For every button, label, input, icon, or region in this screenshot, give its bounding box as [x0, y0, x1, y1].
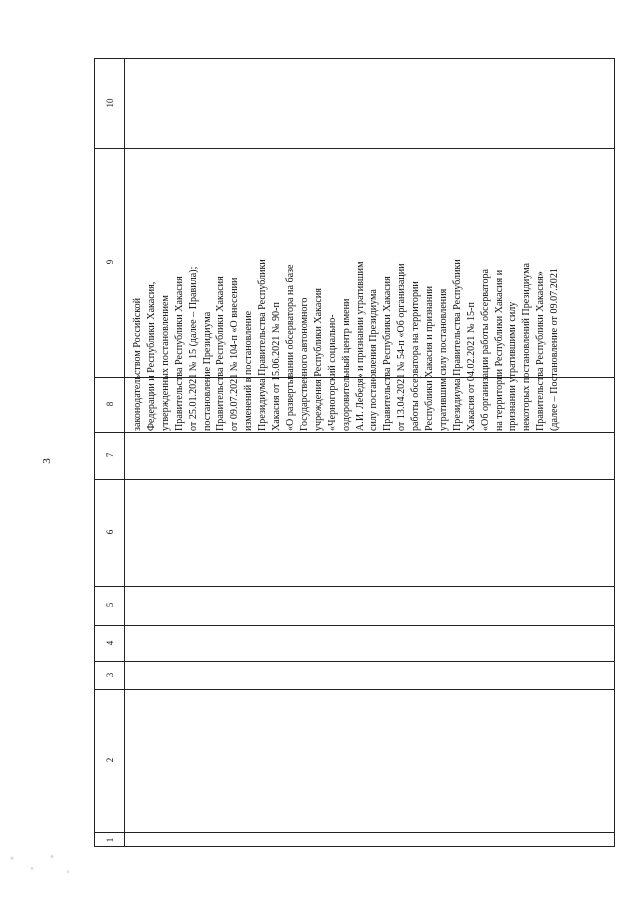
cell-line: Правительства Республики Хакасия — [173, 276, 185, 431]
cell-line: изменений в постановление — [243, 310, 255, 431]
cell-line: Хакасия от 15.06.2021 № 90-п — [271, 302, 283, 431]
cell-line: от 09.07.2021 № 104-п «О внесении — [229, 277, 241, 431]
column-divider — [95, 586, 614, 587]
column-header-8: 8 — [105, 401, 115, 407]
cell-line: «Черногорский социально- — [326, 314, 338, 431]
column-header-9: 9 — [105, 259, 115, 265]
column-divider — [95, 661, 614, 662]
cell-line: Федерации и Республики Хакасия, — [145, 281, 157, 431]
column-header-5: 5 — [105, 602, 115, 608]
page-number: 3 — [40, 458, 53, 464]
column-header-1: 1 — [105, 837, 115, 843]
scan-artifact — [4, 848, 84, 882]
cell-line: Президиума Правительства Республики — [257, 259, 269, 431]
cell-line: от 25.01.2021 № 15 (далее – Правила); — [187, 266, 199, 431]
column-header-10: 10 — [105, 98, 115, 108]
cell-line: А.И. Лебедя» и признании утратившим — [354, 261, 366, 431]
cell-line: Правительства Республики Хакасия — [215, 276, 227, 431]
cell-line: утвержденных постановлением — [159, 295, 171, 431]
column-divider — [95, 479, 614, 480]
cell-line: Президиума Правительства Республики — [451, 259, 463, 431]
data-table — [94, 58, 615, 847]
cell-line: Правительства Республики Хакасия» — [535, 271, 547, 431]
cell-line: Государственного автономного — [298, 297, 310, 431]
column-header-7: 7 — [105, 452, 115, 458]
cell-line: некоторых постановлений Президиума — [521, 262, 533, 431]
cell-line: на территории Республики Хакасия и — [493, 269, 505, 431]
cell-line: (далее – Постановление от 09.07.2021 — [549, 268, 561, 431]
cell-line: «О развертывании обсерватора на базе — [284, 264, 296, 431]
column-divider — [95, 432, 614, 433]
column-divider — [95, 832, 614, 833]
cell-line: «Об организации работы обсерватора — [479, 268, 491, 431]
cell-line: законодательством Российской — [132, 297, 143, 431]
cell-line: Республики Хакасия и признании — [424, 285, 436, 431]
column-divider — [95, 689, 614, 690]
cell-line: признании утратившими силу — [507, 301, 519, 431]
column-header-4: 4 — [105, 640, 115, 646]
cell-line: силу постановления Президиума — [368, 289, 380, 431]
cell-line: оздоровительный центр имени — [340, 298, 352, 431]
cell-line: Правительства Республики Хакасия — [382, 276, 394, 431]
cell-line: утратившим силу постановления — [437, 288, 449, 431]
cell-line: постановление Президиума — [201, 311, 213, 431]
cell-line: работы обсерватора на территории — [410, 281, 422, 431]
cell-line: Хакасия от 04.02.2021 № 15-п — [465, 302, 477, 431]
cell-line: от 13.04.2021 № 54-п «Об организации — [396, 263, 408, 431]
column-divider — [95, 625, 614, 626]
column-header-6: 6 — [105, 529, 115, 535]
cell-column-9 — [131, 147, 613, 431]
cell-line: учреждения Республики Хакасия — [312, 288, 324, 431]
column-header-3: 3 — [105, 672, 115, 678]
column-header-2: 2 — [105, 757, 115, 763]
cell-column-9-text — [131, 147, 613, 431]
